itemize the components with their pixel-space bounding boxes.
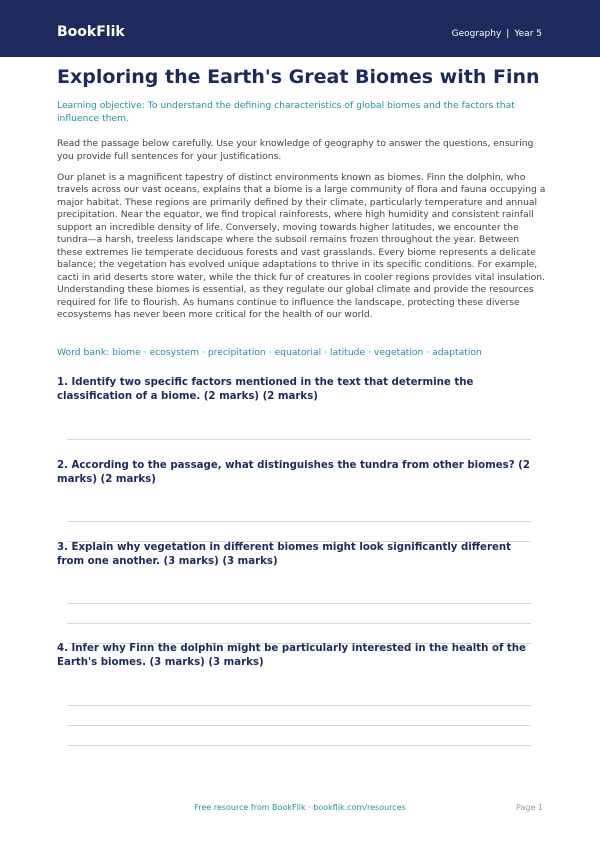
subject-label: Geography bbox=[451, 29, 502, 39]
answer-line[interactable] bbox=[67, 725, 531, 726]
page-number: Page 1 bbox=[516, 803, 543, 812]
question-3: 3. Explain why vegetation in different biomes might look significantly different from one another. (3 marks) (3 marks) bbox=[57, 542, 511, 567]
answer-line[interactable] bbox=[67, 623, 531, 624]
word-bank: Word bank: biome · ecosystem · precipitation · equatorial · latitude · vegetation · adaptation bbox=[57, 347, 482, 358]
answer-line[interactable] bbox=[67, 745, 531, 746]
page-header bbox=[0, 0, 600, 57]
question-4: 4. Infer why Finn the dolphin might be particularly interested in the health of the Earth's biomes. (3 marks) (3 marks) bbox=[57, 643, 526, 668]
subject-year-label bbox=[452, 27, 542, 41]
year-label: Year 5 bbox=[514, 29, 542, 39]
worksheet-title: Exploring the Earth's Great Biomes with Finn bbox=[57, 66, 540, 88]
header-separator: | bbox=[506, 29, 510, 39]
answer-line[interactable] bbox=[67, 521, 531, 522]
answer-line[interactable] bbox=[67, 439, 531, 440]
question-2: 2. According to the passage, what distinguishes the tundra from other biomes? (2 marks) (2 marks) bbox=[57, 460, 530, 485]
learning-objective: Learning objective: To understand the defining characteristics of global biomes and the factors that influence them. bbox=[57, 100, 515, 124]
answer-line[interactable] bbox=[67, 603, 531, 604]
brand-logo-text: BookFlik bbox=[57, 24, 125, 40]
answer-line[interactable] bbox=[67, 705, 531, 706]
question-1: 1. Identify two specific factors mentioned in the text that determine the classification of a biome. (2 marks) (2 marks) bbox=[57, 377, 474, 402]
instructions-text: Read the passage below carefully. Use your knowledge of geography to answer the questions, ensuring you provide full sentences for your justifications. bbox=[57, 138, 534, 162]
footer-resource-link[interactable]: Free resource from BookFlik · bookflik.com/resources bbox=[194, 803, 406, 812]
reading-passage: Our planet is a magnificent tapestry of distinct environments known as biomes. Finn the dolphin, who travels across our vast oceans, explains that a biome is a large community of flora and fauna occupying a major habitat. These regions are primarily defined by their climate, particularly temperature and annual precipitation. Near the equator, we find tropical rainforests, where high humidity and consistent rainfall support an incredible density of life. Conversely, moving towards higher latitudes, we encounter the tundra—a harsh, treeless landscape where the subsoil remains frozen throughout the year. Between these extremes lie temperate deciduous forests and vast grasslands. Every biome represents a delicate balance; the vegetation has evolved unique adaptations to thrive in its specific conditions. For example, cacti in arid deserts store water, while the thick fur of creatures in cooler regions provides vital insulation. Understanding these biomes is essential, as they regulate our global climate and provide the resources required for life to flourish. As humans continue to influence the landscape, protecting these diverse ecosystems has never been more critical for the health of our world. bbox=[57, 172, 546, 320]
